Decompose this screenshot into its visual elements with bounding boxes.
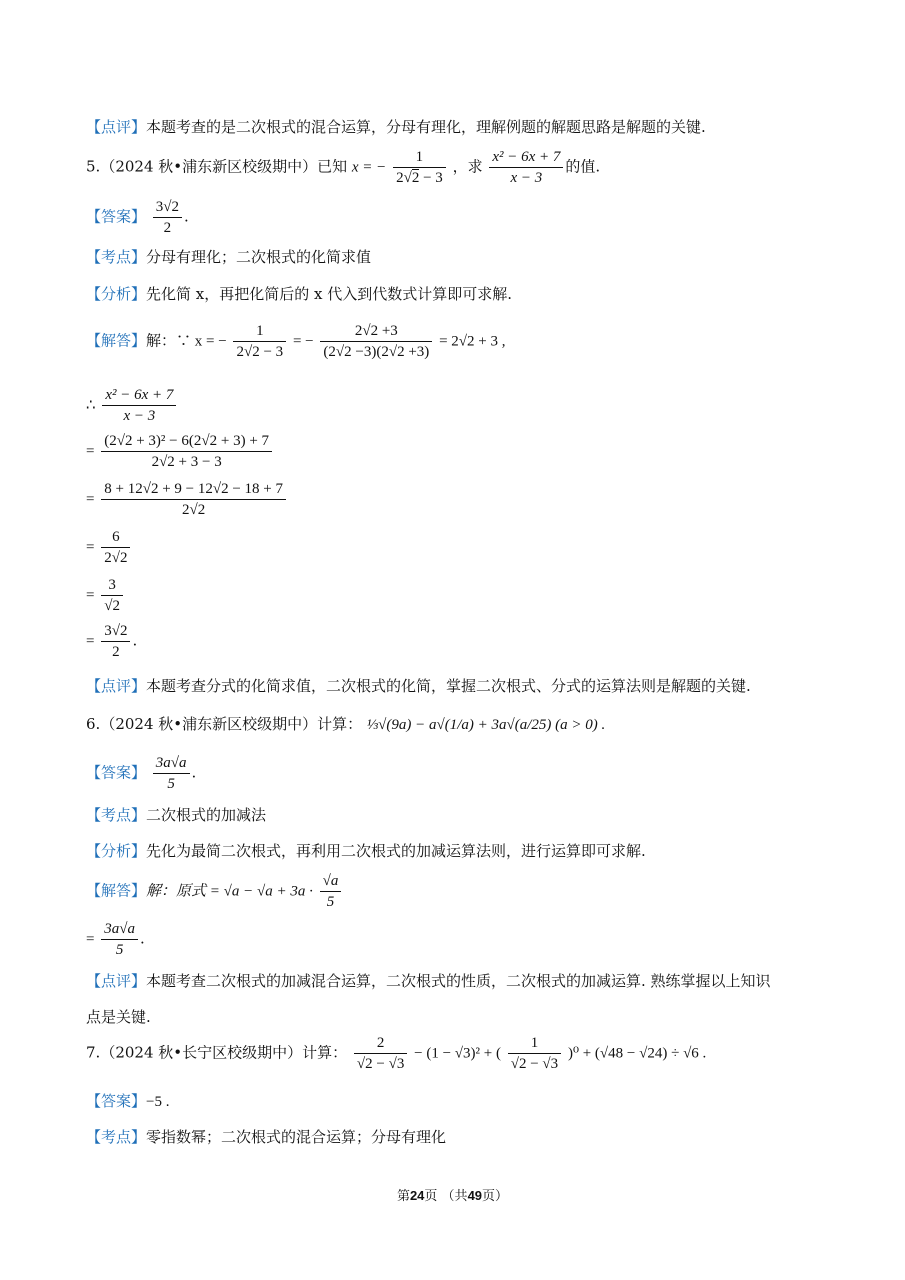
comment-line: 【点评】本题考查二次根式的加减混合运算，二次根式的性质，二次根式的加减运算. 熟练掌握以上知识 xyxy=(86,972,771,990)
question-5 xyxy=(86,148,600,187)
answer-5: 【答案】 $\frac{3√2}{2}$ . xyxy=(86,199,189,236)
tag-answer: 【答案】 xyxy=(86,1092,147,1110)
fraction: $\frac{3√2}{2}$ xyxy=(153,198,182,237)
question-6: 6.（2024 秋•浦东新区校级期中）计算： ⅓√(9a) − a√(1/a) + 3a√(a/25) (a > 0) . xyxy=(86,715,606,733)
solution-step: = $\frac{3}{√2}$ xyxy=(86,576,125,615)
keypoint-6: 【考点】二次根式的加减法 xyxy=(86,806,267,824)
solution-6: 【解答】解：原式 = √a − √a + 3a · $\frac{√a}{5}$ xyxy=(86,872,343,911)
tag-solution: 【解答】 xyxy=(86,331,147,350)
solution-step: = $\frac{6}{2√2}$ xyxy=(86,528,132,567)
fraction: $\frac{1}{2√2 - 3}$ xyxy=(233,322,286,361)
solution-step: = $\frac{3√2}{2}$ . xyxy=(86,623,138,660)
comment-text: 本题考查的是二次根式的混合运算，分母有理化，理解例题的解题思路是解题的关键. xyxy=(146,118,706,136)
tag-comment: 【点评】 xyxy=(86,677,147,695)
comment-line xyxy=(86,116,706,137)
solution-5: 【解答】解：∵ x = − $\frac{1}{2√2 - 3}$ = − $\frac{2√2 +3}{(2√2 -3)(2√2 +3)}$ = 2√2 + 3 , xyxy=(86,323,506,360)
page-total: 49 xyxy=(467,1188,483,1203)
solution-step: = $\frac{8 + 12√2 + 9 - 12√2 - 18 + 7}{2√2}$ xyxy=(86,480,288,519)
keypoint-5: 【考点】分母有理化；二次根式的化简求值 xyxy=(86,248,372,266)
answer-7: 【答案】−5 . xyxy=(86,1092,170,1110)
fraction: $\frac{\text{(2√2 + 3)² − 6(2√2 + 3) + 7}}{2√2 + 3 - 3}$ xyxy=(101,432,272,471)
tag-analysis: 【分析】 xyxy=(86,285,147,303)
fraction: $\frac{3a√a}{5}$ xyxy=(153,754,190,793)
analysis-5: 【分析】先化简 x，再把化简后的 x 代入到代数式计算即可求解. xyxy=(86,285,513,303)
fraction: $\frac{3a√a}{5}$ xyxy=(101,920,138,959)
keypoint-7: 【考点】零指数幂；二次根式的混合运算；分母有理化 xyxy=(86,1128,447,1146)
tag-keypoint: 【考点】 xyxy=(86,806,147,824)
tag-comment: 【点评】 xyxy=(86,118,147,136)
question-7: 7.（2024 秋•长宁区校级期中）计算： $\frac{2}{√2 - √3}$ − (1 − √3)² + ( $\frac{1}{√2 - √3}$ )⁰ + (√48 − √24) ÷ √6 . xyxy=(86,1035,707,1072)
math-expr: x = − xyxy=(351,159,387,176)
tag-analysis: 【分析】 xyxy=(86,842,147,860)
question-number: 5. xyxy=(86,157,101,176)
fraction: $\frac{2√2 +3}{(2√2 -3)(2√2 +3)}$ xyxy=(320,322,432,361)
fraction: $\frac{6}{2√2}$ xyxy=(101,528,130,567)
fraction: $\frac{8 + 12√2 + 9 - 12√2 - 18 + 7}{2√2}$ xyxy=(101,480,286,519)
tag-comment: 【点评】 xyxy=(86,972,147,990)
fraction: $\frac{√a}{5}$ xyxy=(320,872,342,911)
fraction: $\frac{\text{x² − 6x + 7}}{x - 3}$ xyxy=(102,386,176,425)
fraction: $\frac{2}{√2 - √3}$ xyxy=(354,1034,407,1073)
math-expr: ⅓√(9a) − a√(1/a) + 3a√(a/25) (a > 0) . xyxy=(366,717,606,733)
fraction: $\frac{3√2}{2}$ xyxy=(101,622,130,661)
comment-line: 【点评】本题考查分式的化简求值，二次根式的化简，掌握二次根式、分式的运算法则是解题的关键. xyxy=(86,677,751,695)
page-footer: 第24页 （共49页） xyxy=(396,1188,509,1204)
text: ，求 xyxy=(452,157,483,176)
question-source: （2024 秋•浦东新区校级期中）已知 xyxy=(100,157,348,176)
text: 的值. xyxy=(565,157,601,176)
tag-answer: 【答案】 xyxy=(86,207,147,226)
fraction: $\frac{\text{x² − 6x + 7}}{x - 3}$ xyxy=(489,148,563,187)
solution-step: = $\frac{\text{(2√2 + 3)² − 6(2√2 + 3) + 7}}{2√2 + 3 - 3}$ xyxy=(86,432,274,471)
fraction: $\frac{3}{√2}$ xyxy=(101,576,123,615)
page-number: 24 xyxy=(409,1188,425,1203)
fraction: $\frac{1}{√2 - √3}$ xyxy=(508,1034,561,1073)
tag-keypoint: 【考点】 xyxy=(86,1128,147,1146)
solution-step: ∴ $\frac{\text{x² − 6x + 7}}{x - 3}$ xyxy=(86,386,178,425)
answer-6: 【答案】 $\frac{3a√a}{5}$ . xyxy=(86,755,197,792)
fraction: $\frac{1}{2√2 - 3}$ xyxy=(393,148,446,187)
tag-keypoint: 【考点】 xyxy=(86,248,147,266)
tag-answer: 【答案】 xyxy=(86,763,147,782)
comment-line-cont: 点是关键. xyxy=(86,1008,151,1026)
analysis-6: 【分析】先化为最简二次根式，再利用二次根式的加减运算法则，进行运算即可求解. xyxy=(86,842,646,860)
solution-step: = $\frac{3a√a}{5}$ . xyxy=(86,921,145,958)
tag-solution: 【解答】 xyxy=(86,881,147,900)
